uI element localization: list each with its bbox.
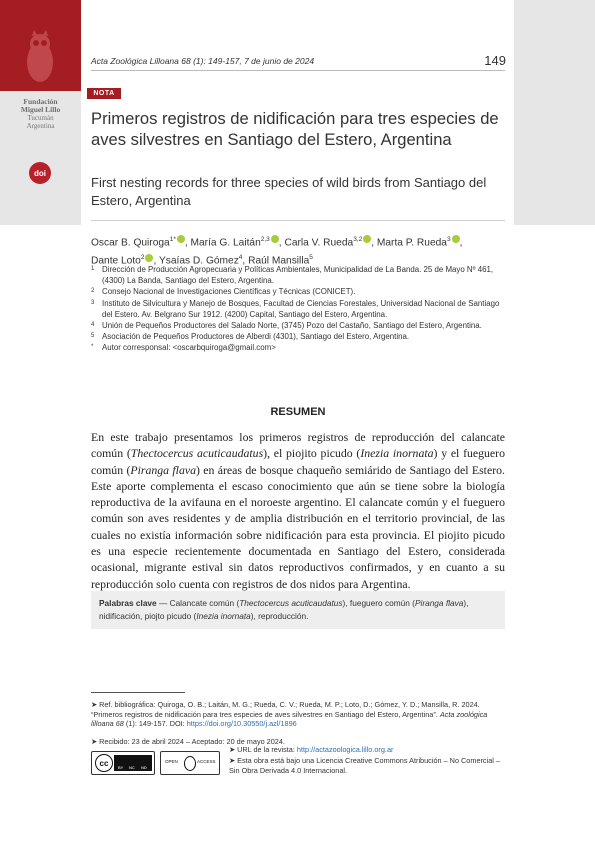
journal-url: ➤ URL de la revista: http://actazoologica.lillo.org.ar	[229, 745, 394, 754]
affiliation-item: 3 Instituto de Silvicultura y Manejo de Bosques, Facultad de Ciencias Forestales, Universidad Nacional de Santiago del Estero. Av. Belgrano Sur 1912. (4200) Capital, Santiago del Estero, Argentina.	[91, 298, 500, 319]
author-name: Carla V. Rueda	[284, 237, 354, 249]
title-divider	[91, 220, 505, 221]
page-number: 149	[484, 53, 506, 68]
orcid-icon[interactable]	[145, 254, 153, 262]
author-name: Oscar B. Quiroga	[91, 237, 170, 249]
doi-link[interactable]: https://doi.org/10.30550/j.azl/1896	[186, 719, 297, 729]
orcid-icon[interactable]	[452, 235, 460, 243]
orcid-icon[interactable]	[363, 235, 371, 243]
foundation-line-2: Miguel Lillo	[20, 105, 61, 114]
corresponding-author: * Autor corresponsal: <oscarbquiroga@gmail.com>	[91, 343, 276, 353]
open-access-icon[interactable]: OPEN ACCESS	[160, 751, 220, 775]
orcid-icon[interactable]	[177, 235, 185, 243]
journal-citation: Acta Zoológica Lilloana 68 (1): 149-157, 7 de junio de 2024	[91, 56, 315, 66]
affiliation-item: 4 Unión de Pequeños Productores del Salado Norte, (3745) Pozo del Castaño, Santiago del Estero, Argentina.	[91, 321, 482, 331]
foundation-name	[0, 98, 81, 130]
doi-icon[interactable]: doi	[29, 162, 51, 184]
right-sidebar	[514, 0, 595, 225]
affiliation-item: 1 Dirección de Producción Agropecuaria y Políticas Ambientales, Municipalidad de La Banda. 25 de Mayo Nº 461, (4300) La Banda, Santiago del Estero, Argentina.	[91, 265, 494, 286]
received-dates: ➤ Recibido: 23 de abril 2024 – Aceptado: 20 de mayo 2024.	[91, 737, 285, 746]
title-english: First nesting records for three species of wild birds from Santiago del Estero, Argentina	[91, 175, 487, 208]
logo-block	[0, 0, 81, 91]
lock-icon	[184, 756, 196, 771]
author-name: Dante Loto	[91, 255, 141, 267]
keywords: Palabras clave — Calancate común (Thectocercus acuticaudatus), fueguero común (Piranga flava), nidificación, piojto picudo (Inezia inornata), reproducción.	[99, 598, 469, 621]
foundation-line-3: Tucumán	[27, 114, 54, 122]
abstract-text: En este trabajo presentamos los primeros registros de reproducción del calancate común (Thectocercus acuticaudatus), el piojito picudo (Inezia inornata) y el fueguero común (Piranga flava) en áreas de bosque chaqueño semiárido de Santiago del Estero. Este aporte complementa el escaso conocimiento que aún se tiene sobre la biología reproductiva de la avifauna en el noroeste argentino. El calancate común y el fueguero común son aves residentes y de amplia distribución en el territorio provincial, de las cuales no existía información sobre nidificación para esta provincia. El piojito picudo es una especie recientemente documentada en Santiago del Estero, considerada ocasional, migrante estival sin datos reproductivos confirmados, y en cuanto a su reproducción solo cuenta con registros de dos nidos para Argentina.	[91, 430, 505, 591]
article-type-badge: NOTA	[87, 88, 121, 99]
abstract-heading: RESUMEN	[270, 406, 326, 418]
cc-license-icon[interactable]: cc BY NC ND	[91, 751, 155, 775]
affiliations	[91, 264, 506, 354]
author-name: Raúl Mansilla	[248, 255, 310, 267]
author-name: Ysaías D. Gómez	[158, 255, 239, 267]
journal-url-link[interactable]: http://actazoologica.lillo.org.ar	[296, 745, 394, 754]
license-text: ➤ Esta obra está bajo una Licencia Creative Commons Atribución – No Comercial – Sin Obra Derivada 4.0 Internacional.	[229, 756, 500, 775]
owl-logo-icon	[22, 28, 58, 86]
affiliation-item: 2 Consejo Nacional de Investigaciones Científicas y Técnicas (CONICET).	[91, 287, 356, 297]
foundation-line-4: Argentina	[26, 122, 55, 130]
header-divider	[91, 70, 505, 71]
orcid-icon[interactable]	[271, 235, 279, 243]
citation-reference: ➤ Ref. bibliográfica: Quiroga, O. B.; Laitán, M. G.; Rueda, C. V.; Rueda, M. P.; Loto, D.; Gómez, Y. D.; Mansilla, R. 2024. “Primeros registros de nidificación para tres especies de aves silvestres en Santiago del Estero, Argentina”. Acta zoológica lilloana 68 (1): 149-157. DOI: https://doi.org/10.30550/j.azl/1896	[91, 700, 488, 729]
affiliation-item: 5 Asociación de Pequeños Productores de Alberdi (4301), Santiago del Estero, Argentina.	[91, 332, 410, 342]
author-name: María G. Laitán	[190, 237, 261, 249]
author-list: Oscar B. Quiroga$^{1*}$ , María G. Laitán$^{2,3}$ , Carla V. Rueda$^{3,2}$ , Marta P. Rueda$^3$ , Dante Loto$^2$ , Ysaías D. Gómez$^4$, Raúl Mansilla$^5$	[91, 236, 463, 267]
footnote-rule	[91, 692, 185, 693]
foundation-line-1: Fundación	[23, 97, 58, 106]
author-name: Marta P. Rueda	[376, 237, 447, 249]
title-spanish: Primeros registros de nidificación para tres especies de aves silvestres en Santiago del Estero, Argentina	[91, 109, 499, 149]
